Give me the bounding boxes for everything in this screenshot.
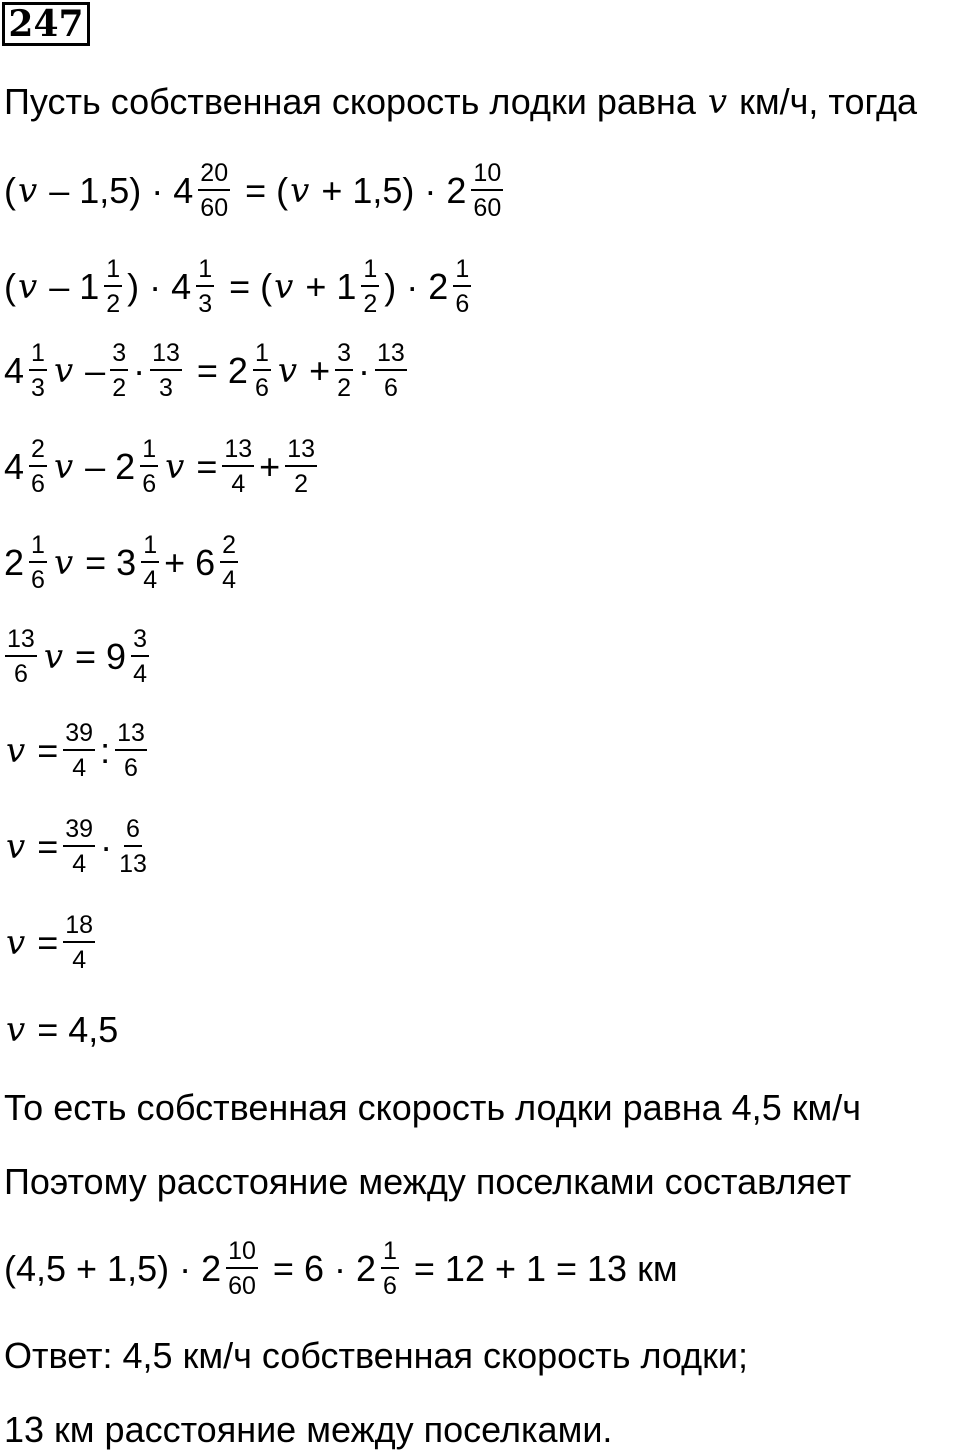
fraction	[63, 816, 95, 878]
fraction	[63, 912, 95, 974]
fraction	[196, 256, 214, 318]
fraction	[110, 340, 128, 402]
numerator: 13	[285, 436, 317, 467]
eq1-part-d: + 1,5) · 2	[311, 169, 467, 211]
eq1-part-c: = (	[235, 169, 289, 211]
denominator: 2	[106, 290, 121, 319]
numerator: 10	[226, 1238, 258, 1269]
numerator: 1	[29, 532, 47, 563]
equation-4	[4, 436, 322, 498]
eq2-part-c: ) · 4	[127, 265, 192, 307]
eq5-part-a: 2	[4, 541, 25, 583]
variable-v: v	[707, 82, 728, 122]
fraction	[222, 436, 254, 498]
fraction	[226, 1238, 258, 1300]
denominator: 4	[133, 660, 147, 689]
denominator: 4	[143, 566, 158, 595]
intro-line	[4, 81, 918, 122]
numerator: 39	[63, 720, 95, 751]
eq9-equals: =	[27, 921, 59, 963]
distance-intro: Поэтому расстояние между поселками составляет	[4, 1161, 852, 1202]
variable-v: v	[18, 170, 38, 211]
eq8-dot: ·	[100, 825, 113, 867]
fraction	[150, 340, 182, 402]
denominator: 3	[198, 290, 213, 319]
eq2-part-d: = (	[219, 265, 273, 307]
numerator: 10	[471, 160, 503, 191]
answer-line-2: 13 км расстояние между поселками.	[4, 1409, 613, 1450]
numerator: 3	[110, 340, 128, 371]
denominator: 2	[112, 374, 127, 403]
eq3-part-e: +	[299, 349, 331, 391]
variable-v: v	[53, 446, 74, 487]
eq3-dot: ·	[133, 349, 146, 391]
fraction	[5, 626, 37, 688]
eq11-part-c: = 12 + 1 = 13 км	[403, 1247, 678, 1289]
equation-10	[4, 1009, 119, 1050]
intro-text-start: Пусть собственная скорость лодки равна	[4, 81, 706, 122]
denominator: 3	[159, 374, 173, 403]
denominator: 4	[72, 850, 87, 879]
numerator: 2	[220, 532, 238, 563]
denominator: 2	[294, 470, 309, 499]
variable-v: v	[6, 1010, 26, 1050]
eq3-part-d: = 2	[186, 349, 248, 391]
eq11-part-a: (4,5 + 1,5) · 2	[4, 1247, 222, 1289]
variable-v: v	[274, 266, 294, 307]
fraction	[104, 256, 122, 318]
eq8-equals: =	[27, 825, 59, 867]
denominator: 60	[200, 194, 229, 223]
fraction	[381, 1238, 399, 1300]
denominator: 6	[383, 374, 398, 403]
eq10-result: = 4,5	[27, 1009, 119, 1050]
fraction	[253, 340, 271, 402]
numerator: 13	[375, 340, 407, 371]
variable-v: v	[18, 266, 38, 307]
denominator: 4	[222, 566, 237, 595]
numerator: 1	[453, 256, 471, 287]
eq2-part-g: ) · 2	[384, 265, 449, 307]
numerator: 13	[150, 340, 182, 371]
variable-v: v	[6, 826, 26, 867]
denominator: 6	[31, 470, 45, 499]
eq6-part-a: = 9	[65, 635, 127, 677]
numerator: 6	[124, 816, 142, 847]
variable-v: v	[290, 170, 310, 211]
numerator: 18	[63, 912, 95, 943]
denominator: 13	[119, 850, 147, 879]
fraction	[115, 720, 147, 782]
fraction	[131, 626, 149, 688]
eq5-part-b: = 3	[75, 541, 137, 583]
variable-v: v	[165, 446, 185, 487]
equation-3	[4, 340, 412, 402]
eq2-part-e: + 1	[295, 265, 357, 307]
numerator: 1	[140, 436, 158, 467]
eq11-part-b: = 6 · 2	[262, 1247, 376, 1289]
eq5-part-c: + 6	[164, 541, 216, 583]
denominator: 6	[142, 470, 157, 499]
fraction	[335, 340, 353, 402]
denominator: 6	[13, 660, 28, 689]
numerator: 3	[335, 340, 353, 371]
denominator: 4	[72, 946, 87, 975]
denominator: 6	[382, 1272, 397, 1301]
fraction	[117, 816, 149, 878]
intro-text-end: км/ч, тогда	[729, 81, 918, 122]
eq7-equals: =	[27, 729, 59, 771]
eq4-plus: +	[259, 445, 281, 487]
fraction	[29, 340, 47, 402]
eq3-part-a: 4	[4, 349, 25, 391]
eq1-open-paren: (	[4, 169, 16, 211]
eq7-divide: :	[100, 729, 111, 771]
eq4-part-c: =	[186, 445, 218, 487]
denominator: 6	[254, 374, 269, 403]
equation-5	[4, 532, 243, 594]
fraction	[285, 436, 317, 498]
eq1-part-b: – 1,5) · 4	[39, 169, 194, 211]
denominator: 60	[473, 194, 502, 223]
variable-v: v	[6, 730, 26, 771]
fraction	[453, 256, 471, 318]
answer-line-1: Ответ: 4,5 км/ч собственная скорость лодки;	[4, 1335, 748, 1376]
numerator: 13	[5, 626, 37, 657]
numerator: 1	[361, 256, 379, 287]
fraction	[198, 160, 230, 222]
eq3-part-b: –	[75, 349, 106, 391]
fraction	[375, 340, 407, 402]
denominator: 6	[455, 290, 470, 319]
equation-6	[0, 626, 154, 688]
equation-1	[4, 160, 508, 222]
denominator: 6	[31, 566, 45, 595]
variable-v: v	[43, 636, 64, 677]
numerator: 20	[198, 160, 230, 191]
denominator: 4	[72, 754, 87, 783]
numerator: 13	[222, 436, 254, 467]
denominator: 60	[228, 1272, 256, 1301]
fraction	[29, 532, 47, 594]
numerator: 1	[381, 1238, 399, 1269]
numerator: 39	[63, 816, 95, 847]
numerator: 1	[104, 256, 122, 287]
eq2-part-b: – 1	[39, 265, 100, 307]
denominator: 4	[231, 470, 246, 499]
numerator: 1	[196, 256, 214, 287]
fraction	[361, 256, 379, 318]
fraction	[141, 532, 159, 594]
eq3-dot: ·	[358, 349, 371, 391]
equation-8	[4, 816, 154, 878]
equation-9	[4, 912, 100, 974]
eq4-part-a: 4	[4, 445, 25, 487]
equation-7	[4, 720, 152, 782]
fraction	[220, 532, 238, 594]
problem-number: 247	[2, 2, 90, 46]
numerator: 1	[253, 340, 271, 371]
numerator: 3	[131, 626, 149, 657]
fraction	[140, 436, 158, 498]
numerator: 2	[29, 436, 47, 467]
eq2-open-paren: (	[4, 265, 16, 307]
numerator: 1	[141, 532, 159, 563]
equation-distance	[4, 1238, 678, 1300]
fraction	[29, 436, 47, 498]
conclusion-speed: То есть собственная скорость лодки равна 4,5 км/ч	[4, 1087, 861, 1128]
variable-v: v	[53, 350, 74, 391]
numerator: 1	[29, 340, 47, 371]
equation-2	[4, 256, 476, 318]
numerator: 13	[115, 720, 147, 751]
variable-v: v	[53, 542, 74, 583]
denominator: 2	[363, 290, 378, 319]
denominator: 6	[124, 754, 138, 783]
eq4-part-b: – 2	[75, 445, 136, 487]
fraction	[471, 160, 503, 222]
denominator: 3	[31, 374, 45, 403]
variable-v: v	[277, 350, 298, 391]
denominator: 2	[337, 374, 352, 403]
variable-v: v	[6, 922, 26, 963]
fraction	[63, 720, 95, 782]
